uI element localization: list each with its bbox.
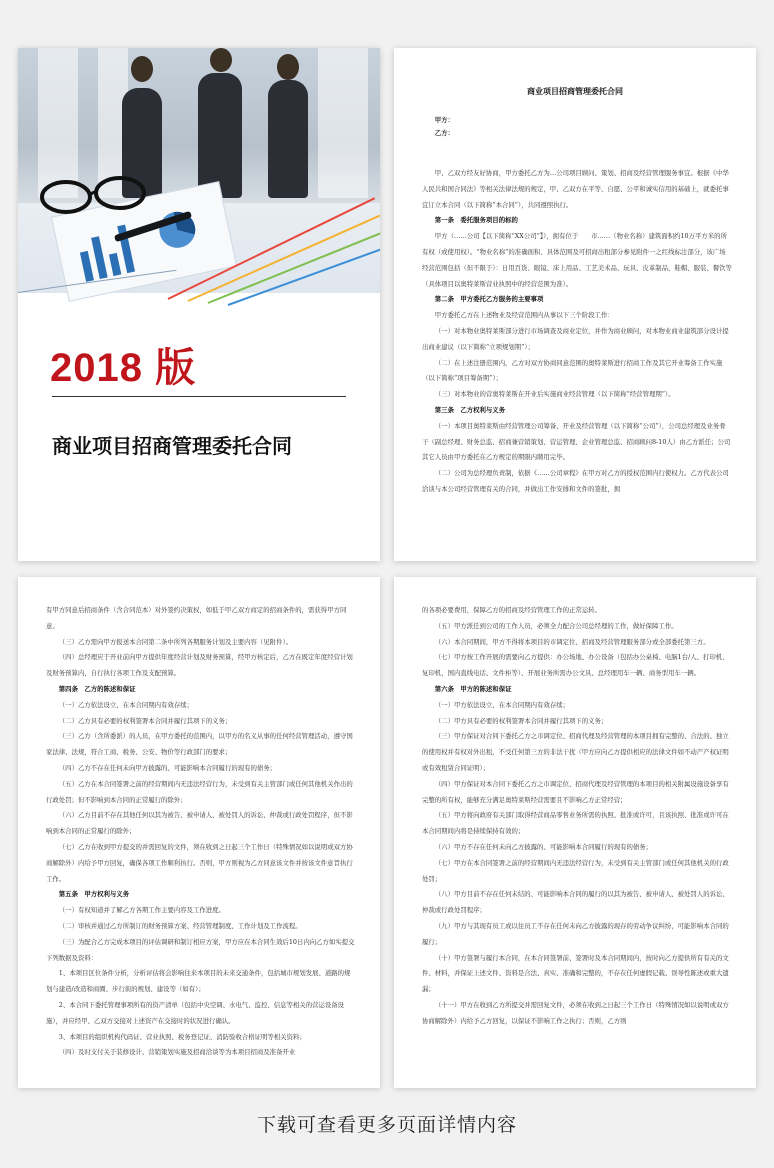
paragraph: （八）甲方目前不存在任何未结的、可能影响本合同的履行的以其为被告、被申请人、被处罚人的诉讼、仲裁或行政处罚程序； bbox=[422, 890, 729, 915]
document-title: 商业项目招商管理委托合同 bbox=[527, 87, 623, 96]
document-body bbox=[46, 603, 356, 1061]
paragraph: 甲方（……公司【以下简称“XX公司”】），拥有位于 市……（物业名称）建筑面积约10万平方米的所有权（或使用权）。“物业名称”的准确面积、具体范围及可招商出租部分参见附件一之红线标注部分，该广场经营范围包括（但不限于）：日用百货、眼镜、床上用品、工艺美术品、玩具、皮革制品、鞋帽、服装、餐饮等（具体项目以奥特莱斯营业执照中的经营范围为准）。 bbox=[422, 232, 732, 288]
paragraph: （三）甲方保证对合同下委托乙方之市调定位、招商代理及经营管理的本项目拥有完整的、合法的、独立的使用权并有权对外出租，不受任何第三方的非法干扰（甲方应向乙方提供相应的法律文件如不动产产权证明或有效租赁合同证明）； bbox=[422, 732, 729, 772]
paragraph: （十）甲方签署与履行本合同，在本合同签署前、签署时及本合同期间内，按时向乙方提供所有有关的文件、材料，并保证上述文件、资料是合法、真实、准确和完整的，不存在任何虚假记载、误导性陈述或重大遗漏； bbox=[422, 953, 729, 994]
paragraph: （二）审核并通过乙方所制订的财务预算方案、经营管理制度、工作计划及工作流程。 bbox=[58, 921, 302, 930]
paragraph: （四）乙方不存在任何未向甲方披露的、可能影响本合同履行的现有的债务； bbox=[58, 763, 277, 772]
paragraph: （二）乙方具有必要的权利签署本合同并履行其项下的义务； bbox=[58, 716, 232, 725]
document-body bbox=[422, 603, 732, 1030]
paragraph: （七）甲方按工作开展的需要向乙方提供：办公场地、办公设备（包括办公桌椅、电脑1台/人、打印机、复印机、国内直线电话、文件柜等）、开展业务所需办公文具、总经理用车一辆、商务型用车一辆。 bbox=[422, 653, 729, 678]
party-block bbox=[422, 114, 732, 140]
contract-page-3 bbox=[394, 577, 756, 1088]
paragraph: （五）甲方将向政府有关部门取得经营商品零售业务所需的执照、批准或许可，且该执照、批准或许可在本合同期间内将是持续保持有效的； bbox=[422, 811, 729, 836]
glasses-icon bbox=[38, 173, 148, 223]
paragraph: （三）乙方需向甲方报送本合同第二条中所列各期服务计划及主要内容（见附件）。 bbox=[58, 637, 293, 646]
paragraph: （十一）甲方在收到乙方所提交并需回复文件，必须在收到之日起三个工作日（特殊情况如以说明或双方协商解除外）内给予乙方回复，以保证不影响工作之执行；否则，乙方则 bbox=[422, 1000, 729, 1025]
paragraph: （二）公司为总经理负责制，依据《……公司章程》在甲方对乙方的授权范围内行使权力。乙方代表公司洽谈与本公司经营管理有关的合同，并做出工作安排和文件的签批，拥 bbox=[422, 469, 729, 493]
business-person bbox=[198, 73, 242, 198]
section-heading: 第五条 甲方权利与义务 bbox=[58, 890, 130, 899]
paragraph: （四）总经理应于开业前向甲方提供年度经营计划及财务预算，经甲方核定后，乙方在既定年度经营计划及财务预算内，自行执行各项工作及支配预算。 bbox=[46, 653, 353, 678]
paragraph: （一）对本物业奥特莱斯部分进行市场调查及商业定位，并作为商业顾问，对本物业商业建筑部分设计提出商业建议（以下简称“立项规划期”）； bbox=[422, 326, 729, 351]
paragraph: （五）甲方派任到公司的工作人员，必须全力配合公司总经理的工作，做好保障工作。 bbox=[434, 621, 678, 630]
party-a-label: 甲方： bbox=[434, 116, 454, 124]
paragraph: （一）有权知道并了解乙方各期工作主要内容及工作进度。 bbox=[58, 906, 225, 915]
paragraph: （六）甲方不存在任何未向乙方披露的、可能影响本合同履行的现有的债务； bbox=[434, 842, 653, 851]
cover-year: 2018 版 bbox=[50, 346, 197, 390]
section-heading: 第二条 甲方委托乙方服务的主要事项 bbox=[434, 295, 544, 304]
paragraph: （六）乙方目前不存在其他任何以其为被告、被申请人、被处罚人的诉讼、仲裁或行政处罚程序，但不影响到本合同的正常履行的除外； bbox=[46, 811, 353, 836]
section-heading: 第一条 委托服务项目的标的 bbox=[434, 216, 518, 225]
paragraph: 有甲方同意后招商条件（含合同范本）对外签约决策权，如低于甲乙双方商定的招商条件的，需获得甲方同意。 bbox=[46, 606, 347, 630]
paragraph: （七）乙方在收到甲方提交的并需回复的文件，须在收到之日起三个工作日（特殊情况如以说明或双方协商解除外）内给予甲方回复，确保各项工作顺利执行。否则，甲方则视为乙方同意该文件并按该文件意旨执行工作。 bbox=[46, 842, 353, 883]
section-heading: 第四条 乙方的陈述和保证 bbox=[58, 684, 136, 693]
paragraph: （六）本合同期间，甲方不得将本项目的市调定位、招商及经营管理服务部分或全部委托第三方。 bbox=[434, 637, 710, 646]
divider bbox=[52, 396, 346, 397]
paragraph: （九）甲方与其现有员工或以往员工不存在任何未向乙方披露的现存的劳动争议纠纷，可能影响本合同的履行； bbox=[422, 921, 729, 946]
paragraph: 甲、乙双方经友好协商，甲方委托乙方为…公司项目顾问、策划、招商及经营管理服务事宜。根据《中华人民共和国合同法》等相关法律法规的规定，甲、乙双方在平等、自愿、公平和诚实信用的基础上，就委托事宜订立本合同（以下简称“本合同”），共同遵照执行。 bbox=[422, 169, 729, 209]
party-b-label: 乙方： bbox=[434, 129, 454, 137]
section-heading: 第三条 乙方权利与义务 bbox=[434, 405, 506, 414]
paragraph: 的各项必要费用，保障乙方的招商及经营管理工作的正常运转。 bbox=[422, 606, 601, 614]
document-body bbox=[422, 166, 732, 498]
paragraph: （一）本项目奥特莱斯由经营管理公司筹备、开业及经营管理（以下简称“公司”），公司总经理及业务骨干（副总经理、财务总监、招商兼营销策划、营运管理、企业管理总监、招商顾问8-10人）由乙方派任；公司其它人员由甲方委托在乙方规定的期限内聘用完毕。 bbox=[422, 421, 731, 462]
paragraph: （四）甲方保证对本合同下委托乙方之市调定位、招商代理及经营管理的本项目的相关附属设施设备享有完整的所有权，能够充分满足奥特莱斯经营需要且不影响乙方正常经营； bbox=[422, 779, 729, 804]
paragraph: （二）在上述注册范围内，乙方对双方协商同意范围的奥特莱斯进行招商工作及其它开业筹备工作实施（以下简称“项目筹备期”）； bbox=[422, 358, 723, 383]
paragraph: （三）为配合乙方完成本项目的评估调研和制订相应方案，甲方应在本合同生效后10日内向乙方如实提交下列数据及资料： bbox=[46, 937, 355, 962]
paragraph: （三）乙方（含所委派）的人员，在甲方委托的范围内，以甲方的名义从事的任何经营管理活动，遵守国家法律、法规，符合工商、税务、公安、物价等行政部门的要求； bbox=[46, 732, 353, 757]
paragraph: 甲方委托乙方在上述物业及经营范围内从事以下三个阶段工作： bbox=[434, 311, 614, 320]
paragraph: 3、本项目的组织机构代码证、营业执照、税务登记证、消防验收合格证明等相关资料； bbox=[58, 1032, 306, 1041]
paragraph: （一）乙方依法设立、在本合同期内有效存续； bbox=[58, 700, 193, 709]
business-person bbox=[268, 80, 308, 198]
contract-page-2 bbox=[18, 577, 380, 1088]
section-heading: 第六条 甲方的陈述和保证 bbox=[434, 684, 512, 693]
paragraph: 2、本合同下委托管理事项所有的资产清单（包括中央空调、水电气、监控、信息等相关的营运设备设施），并应经甲、乙双方交接对上述资产在交接时的状况进行确认。 bbox=[46, 1000, 345, 1025]
paragraph: （二）甲方具有必要的权利签署本合同并履行其项下的义务； bbox=[434, 716, 608, 725]
cover-page bbox=[18, 48, 380, 561]
paragraph: （五）乙方在本合同签署之前的经营期间内无违法经营行为，未受到有关主管部门或任何其他机关作出的行政处罚；但不影响到本合同的正常履行的除外； bbox=[46, 779, 353, 804]
paragraph: （七）甲方在本合同签署之前的经营期间内无违法经营行为，未受到有关主管部门或任何其他机关的行政处罚； bbox=[422, 858, 729, 883]
paragraph: 1、本项目区位条件分析，分析评估将会影响往来本项目的未来交通条件，包括城市规划发展、道路的规划与建造/改造和商圈、步行街的规划、建设等（如有）； bbox=[46, 969, 351, 994]
paragraph: （三）对本物业的营奥特莱斯在开业后实施商业经营管理（以下简称“经营管理期”）。 bbox=[434, 390, 675, 399]
contract-page-1 bbox=[394, 48, 756, 561]
paragraph: （四）及时支付关于装修设计、营销策划实施及招商洽谈等为本项目招商及准备开业 bbox=[58, 1048, 296, 1057]
paragraph: （一）甲方依法设立、在本合同期内有效存续； bbox=[434, 700, 569, 709]
download-hint: 下载可查看更多页面详情内容 bbox=[256, 1114, 517, 1136]
cover-title: 商业项目招商管理委托合同 bbox=[52, 434, 292, 458]
